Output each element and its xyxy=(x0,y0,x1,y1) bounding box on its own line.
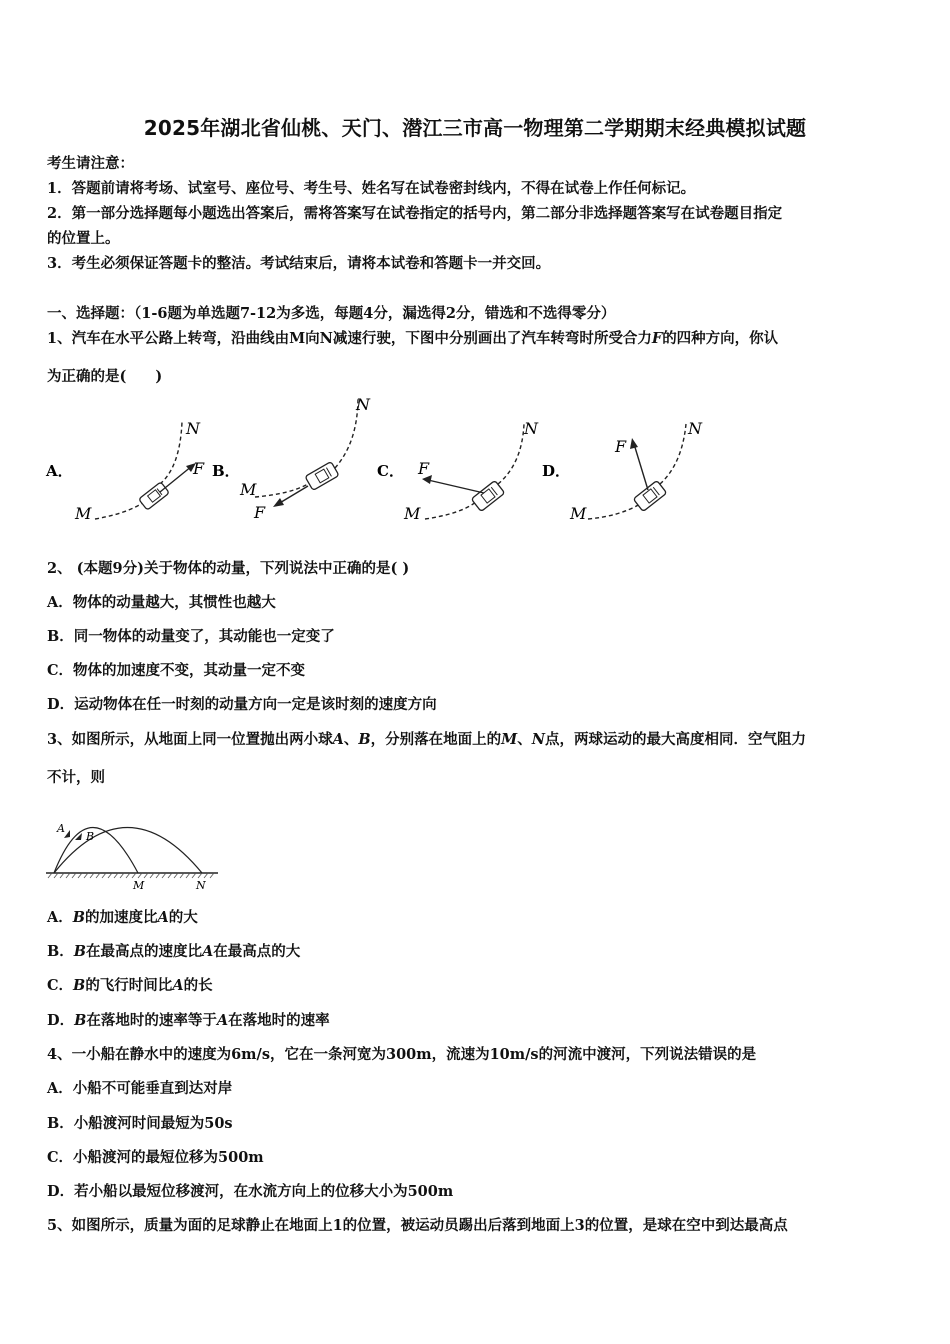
path-curve xyxy=(160,422,182,484)
label-n: N xyxy=(524,419,538,438)
option-var: A xyxy=(157,909,169,926)
q3-figure xyxy=(42,800,222,895)
force-arrow xyxy=(634,444,648,490)
q4-option-d: D．若小船以最短位移渡河，在水流方向上的位移大小为500m xyxy=(47,1183,454,1200)
car-icon xyxy=(633,480,666,511)
force-arrow xyxy=(278,486,308,504)
label-f: F xyxy=(193,459,205,478)
q3-stem-line2: 不计，则 xyxy=(47,769,105,786)
q4-option-a: A．小船不可能垂直到达对岸 xyxy=(47,1080,233,1097)
q5-stem: 5、如图所示，质量为面的足球静止在地面上1的位置，被运动员踢出后落到地面上3的位置，是球在空中到达最高点 xyxy=(47,1217,788,1234)
q1-option-b-label: B． xyxy=(212,462,240,480)
section-heading: 一、选择题：（1-6题为单选题7-12为多选，每题4分，漏选得2分，错选和不选得零分） xyxy=(47,305,616,322)
q3-option-b xyxy=(47,940,300,961)
q1-figures xyxy=(40,392,720,532)
option-prefix: B． xyxy=(47,943,74,960)
q2-option-c: C．物体的加速度不变，其动量一定不变 xyxy=(47,662,306,679)
q2-option-a: A．物体的动量越大，其惯性也越大 xyxy=(47,594,276,611)
label-n: N xyxy=(688,419,702,438)
q3-option-c xyxy=(47,974,213,995)
q3-var-b: B xyxy=(358,731,371,748)
q3-stem xyxy=(47,728,806,749)
q1-var-f: F xyxy=(651,330,663,347)
force-arrow xyxy=(428,480,484,493)
car-icon xyxy=(305,462,339,491)
q1-option-c-label: C． xyxy=(377,462,404,480)
option-text: 的加速度比 xyxy=(85,909,158,926)
option-text: 在最高点的速度比 xyxy=(86,943,203,960)
q3-option-d xyxy=(47,1009,330,1030)
option-var: A xyxy=(202,943,214,960)
option-prefix: D． xyxy=(47,1012,75,1029)
label-m: M xyxy=(133,879,145,892)
q1-stem xyxy=(47,327,778,348)
notice-item-2: 2．第一部分选择题每小题选出答案后，需将答案写在试卷指定的括号内，第二部分非选择题答案写在试卷题目指定 xyxy=(47,205,783,222)
q1-fig-d xyxy=(569,419,703,523)
option-text: 的大 xyxy=(168,909,198,926)
option-var: A xyxy=(172,977,184,994)
label-m: M xyxy=(570,504,587,523)
label-f: F xyxy=(254,503,266,522)
q3-option-a xyxy=(47,906,198,927)
label-n: N xyxy=(356,395,370,414)
q1-stem-line2: 为正确的是( ) xyxy=(47,368,163,385)
option-text: 在落地时的速率 xyxy=(228,1012,330,1029)
q4-stem: 4、一小船在静水中的速度为6m/s，它在一条河宽为300m，流速为10m/s的河流中渡河，下列说法错误的是 xyxy=(47,1046,757,1063)
option-var: B xyxy=(73,943,87,960)
arrow-head-icon xyxy=(630,438,638,449)
path-curve xyxy=(588,504,640,519)
label-b: B xyxy=(86,830,95,843)
label-n: N xyxy=(186,419,200,438)
trajectory-a xyxy=(54,828,138,874)
q3-stem-part: 、 xyxy=(343,731,359,748)
label-m: M xyxy=(404,504,421,523)
q1-fig-a xyxy=(74,419,205,523)
label-f: F xyxy=(615,437,627,456)
q1-fig-c xyxy=(403,419,539,523)
option-prefix: A． xyxy=(47,909,73,926)
q3-var-m: M xyxy=(501,731,518,748)
option-prefix: C． xyxy=(47,977,74,994)
q1-fig-b xyxy=(239,395,371,522)
q4-option-b: B．小船渡河时间最短为50s xyxy=(47,1115,233,1132)
q3-stem-part: 、 xyxy=(517,731,532,748)
q2-option-b: B．同一物体的动量变了，其动能也一定变了 xyxy=(47,628,335,645)
arrow-head-icon xyxy=(273,498,284,507)
label-f: F xyxy=(418,459,430,478)
path-curve xyxy=(425,502,476,519)
q1-option-d-label: D． xyxy=(542,462,571,480)
option-text: 在落地时的速率等于 xyxy=(86,1012,217,1029)
notice-item-1: 1．答题前请将考场、试室号、座位号、考生号、姓名写在试卷密封线内，不得在试卷上作任何标记。 xyxy=(47,180,696,197)
option-var: B xyxy=(73,977,86,994)
q3-stem-part: 3、如图所示，从地面上同一位置抛出两小球 xyxy=(47,731,333,748)
option-text: 的长 xyxy=(183,977,213,994)
trajectory-b xyxy=(54,828,202,874)
option-var: A xyxy=(216,1012,229,1029)
label-m: M xyxy=(75,504,92,523)
q3-var-a: A xyxy=(332,731,344,748)
car-icon xyxy=(471,480,504,511)
q3-var-n: N xyxy=(531,731,545,748)
option-var: B xyxy=(74,1012,87,1029)
q2-option-d: D．运动物体在任一时刻的动量方向一定是该时刻的速度方向 xyxy=(47,696,437,713)
notice-item-3: 3．考生必须保证答题卡的整洁。考试结束后，请将本试卷和答题卡一并交回。 xyxy=(47,255,551,272)
path-curve xyxy=(498,424,524,484)
q1-stem-pre: 1、汽车在水平公路上转弯，沿曲线由M向N减速行驶，下图中分别画出了汽车转弯时所受合力 xyxy=(47,330,652,347)
q1-option-a-label: A． xyxy=(46,462,73,480)
label-a: A xyxy=(57,822,65,835)
label-n: N xyxy=(196,879,206,892)
car-icon xyxy=(139,482,170,510)
label-m: M xyxy=(240,480,257,499)
q2-stem: 2、 (本题9分)关于物体的动量，下列说法中正确的是( ) xyxy=(47,560,410,577)
path-curve xyxy=(335,397,358,468)
option-var: B xyxy=(72,909,86,926)
option-text: 的飞行时间比 xyxy=(85,977,173,994)
q1-stem-post: 的四种方向，你认 xyxy=(662,330,779,347)
arrow-head-icon xyxy=(75,833,82,840)
q4-option-c: C．小船渡河的最短位移为500m xyxy=(47,1149,264,1166)
path-curve xyxy=(660,424,686,484)
q3-stem-part: ，分别落在地面上的 xyxy=(370,731,502,748)
page-title: 2025年湖北省仙桃、天门、潜江三市高一物理第二学期期末经典模拟试题 xyxy=(143,116,807,140)
option-text: 在最高点的大 xyxy=(213,943,301,960)
q3-stem-part: 点，两球运动的最大高度相同．空气阻力 xyxy=(544,731,806,748)
notice-heading: 考生请注意： xyxy=(47,155,134,172)
notice-item-2-cont: 的位置上。 xyxy=(47,230,120,247)
